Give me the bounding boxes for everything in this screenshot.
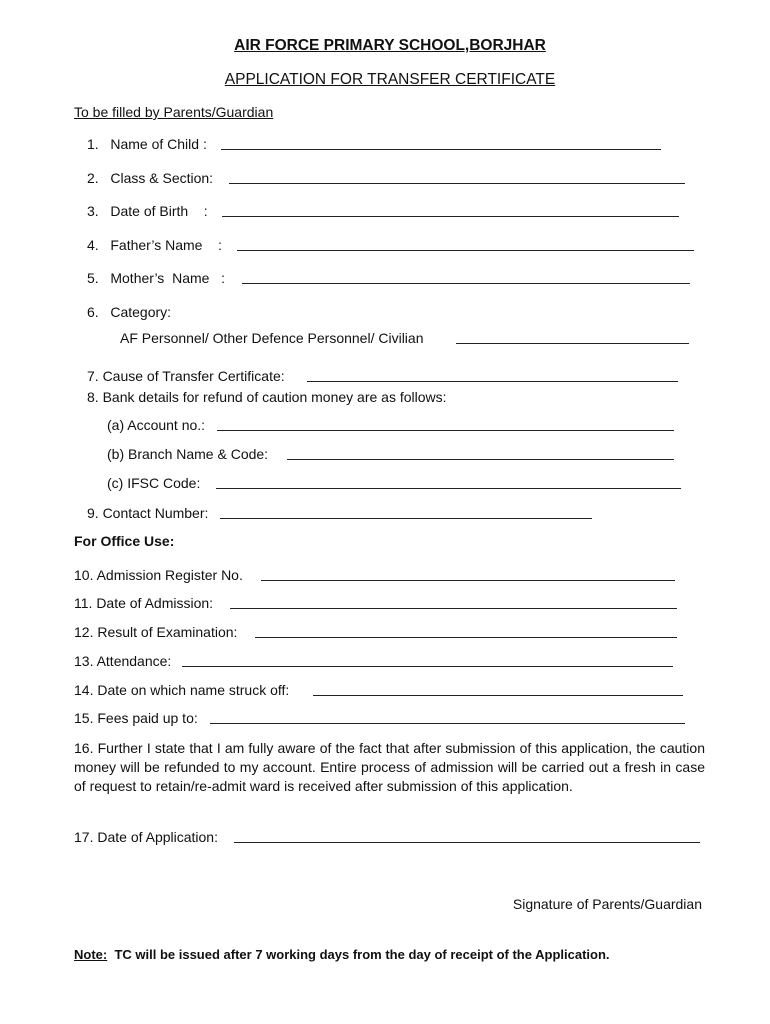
declaration-paragraph: 16. Further I state that I am fully aware of the fact that after submission of this application, the caution money will be refunded to my account. Entire process of admission will be carried out a fresh in case of request to retain/re-admit ward is received after submission of this application. (74, 740, 705, 794)
field-label: Date of Birth : (110, 203, 208, 219)
fathers-name-blank[interactable] (237, 237, 694, 251)
field-admission-register-no: 10. Admission Register No. (74, 567, 243, 583)
attendance-blank[interactable] (182, 653, 673, 667)
fees-paid-blank[interactable] (210, 710, 685, 724)
field-branch-name-code: (b) Branch Name & Code: (107, 446, 269, 462)
field-label: Father’s Name : (110, 237, 222, 253)
field-label: Name of Child : (110, 136, 207, 152)
admission-register-blank[interactable] (261, 567, 675, 581)
field-name-of-child (87, 136, 207, 153)
date-of-birth-blank[interactable] (222, 203, 679, 217)
date-of-application-blank[interactable] (234, 829, 700, 843)
category-options: AF Personnel/ Other Defence Personnel/ Civilian (120, 330, 424, 346)
mothers-name-blank[interactable] (242, 270, 690, 284)
field-fathers-name (87, 237, 222, 254)
field-category (87, 304, 171, 321)
name-of-child-blank[interactable] (221, 136, 661, 150)
field-ifsc-code: (c) IFSC Code: (107, 475, 201, 491)
field-cause-of-transfer: 7. Cause of Transfer Certificate: (87, 368, 285, 384)
field-account-no: (a) Account no.: (107, 417, 206, 433)
struck-off-blank[interactable] (313, 682, 683, 696)
category-blank[interactable] (456, 330, 689, 344)
field-label: Mother’s Name : (110, 270, 225, 286)
field-number: 5. (87, 270, 99, 286)
field-number: 6. (87, 304, 99, 320)
office-section-heading: For Office Use: (74, 533, 175, 549)
field-number: 2. (87, 170, 99, 186)
field-attendance: 13. Attendance: (74, 653, 172, 669)
field-number: 4. (87, 237, 99, 253)
note (74, 946, 610, 963)
signature-label: Signature of Parents/Guardian (512, 896, 702, 912)
field-number: 1. (87, 136, 99, 152)
class-section-blank[interactable] (229, 170, 685, 184)
field-contact-number: 9. Contact Number: (87, 505, 209, 521)
contact-blank[interactable] (220, 505, 592, 519)
field-class-section (87, 170, 213, 187)
field-result-of-examination: 12. Result of Examination: (74, 624, 238, 640)
field-date-of-birth (87, 203, 208, 220)
form-title: APPLICATION FOR TRANSFER CERTIFICATE (224, 71, 556, 88)
field-date-of-admission: 11. Date of Admission: (74, 595, 214, 611)
field-label: Class & Section: (110, 170, 214, 186)
note-label: Note: (74, 947, 108, 962)
field-label: Category: (110, 304, 172, 320)
school-name: AIR FORCE PRIMARY SCHOOL,BORJHAR (234, 37, 546, 54)
account-no-blank[interactable] (217, 417, 674, 431)
field-fees-paid-up-to: 15. Fees paid up to: (74, 710, 198, 726)
parents-section-heading: To be filled by Parents/Guardian (74, 104, 274, 120)
field-number: 3. (87, 203, 99, 219)
field-date-of-application: 17. Date of Application: (74, 829, 218, 845)
ifsc-blank[interactable] (216, 475, 681, 489)
branch-blank[interactable] (287, 446, 674, 460)
field-date-name-struck-off: 14. Date on which name struck off: (74, 682, 290, 698)
result-blank[interactable] (255, 624, 677, 638)
field-mothers-name (87, 270, 225, 287)
date-of-admission-blank[interactable] (230, 595, 677, 609)
note-text: TC will be issued after 7 working days from the day of receipt of the Application. (114, 947, 610, 962)
cause-blank[interactable] (307, 368, 678, 382)
bank-details-intro: 8. Bank details for refund of caution money are as follows: (87, 389, 447, 405)
